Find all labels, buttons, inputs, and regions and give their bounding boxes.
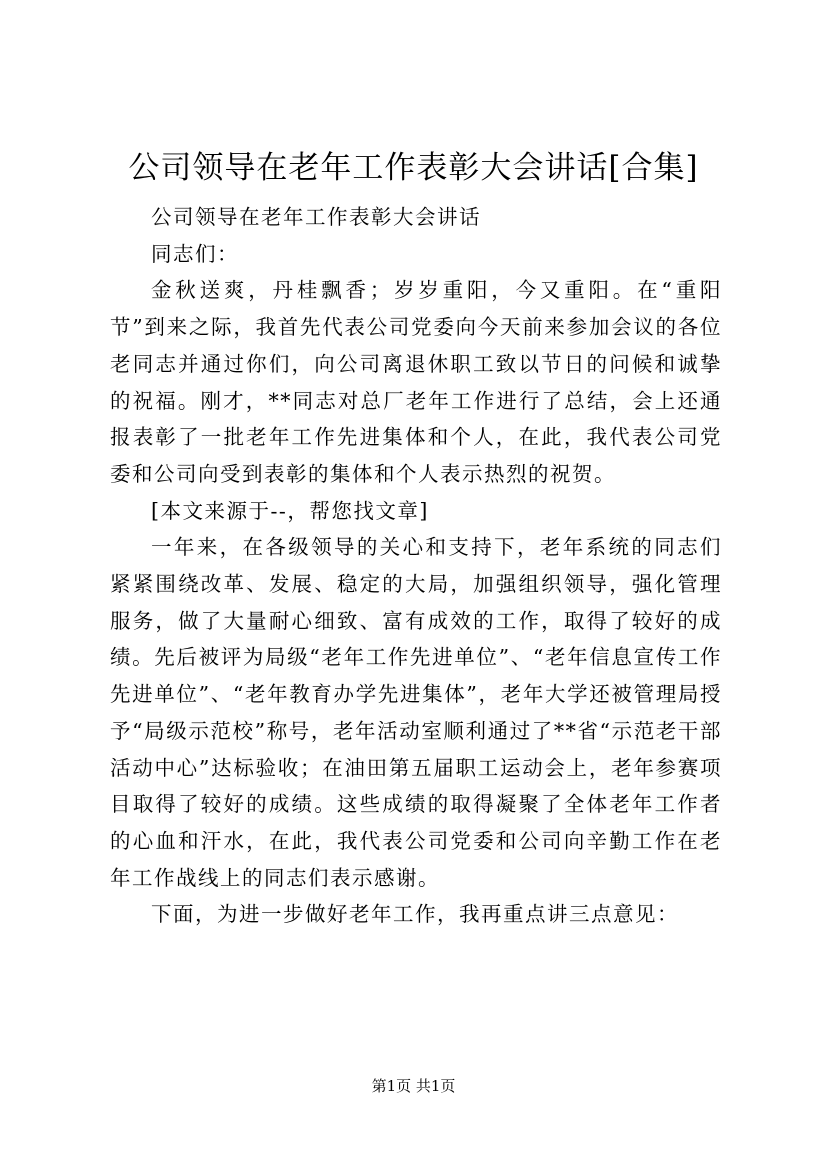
body-paragraph: 一年来，在各级领导的关心和支持下，老年系统的同志们紧紧围绕改革、发展、稳定的大局，加强组织领导，强化管理服务，做了大量耐心细致、富有成效的工作，取得了较好的成绩。先后被评为局级“老年工作先进单位”、“老年信息宣传工作先进单位”、“老年教育办学先进集体”，老年大学还被管理局授予“局级示范校”称号，老年活动室顺利通过了**省“示范老干部活动中心”达标验收；在油田第五届职工运动会上，老年参赛项目取得了较好的成绩。这些成绩的取得凝聚了全体老年工作者的心血和汗水，在此，我代表公司党委和公司向辛勤工作在老年工作战线上的同志们表示感谢。 xyxy=(110,535,722,890)
document-title: 公司领导在老年工作表彰大会讲话[合集] xyxy=(128,150,699,186)
source-note-paragraph: [本文来源于--，帮您找文章] xyxy=(151,498,429,523)
page-number-footer: 第1页 共1页 xyxy=(371,1077,456,1095)
body-paragraph: 下面，为进一步做好老年工作，我再重点讲三点意见： xyxy=(151,902,679,927)
subtitle-paragraph: 公司领导在老年工作表彰大会讲话 xyxy=(151,205,481,229)
document-body xyxy=(110,199,722,933)
salutation-paragraph: 同志们： xyxy=(151,241,239,266)
body-paragraph: 金秋送爽，丹桂飘香；岁岁重阳，今又重阳。在“重阳节”到来之际，我首先代表公司党委向今天前来参加会议的各位老同志并通过你们，向公司离退休职工致以节日的问候和诚挚的祝福。刚才，**同志对总厂老年工作进行了总结，会上还通报表彰了一批老年工作先进集体和个人，在此，我代表公司党委和公司向受到表彰的集体和个人表示热烈的祝贺。 xyxy=(110,278,722,486)
